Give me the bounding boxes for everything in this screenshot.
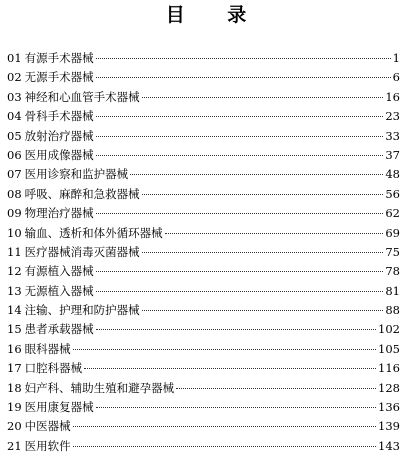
toc-entry-number: 01: [7, 51, 22, 65]
toc-entry-page: 139: [378, 419, 400, 434]
dot-leader: [130, 174, 383, 175]
toc-entry-number: 09: [7, 206, 22, 221]
toc-entry-label: 有源手术器械: [24, 51, 94, 65]
toc-entry-label: 医用康复器械: [24, 400, 94, 415]
toc-entry-number: 18: [7, 380, 22, 395]
dot-leader: [73, 446, 376, 447]
dot-leader: [96, 271, 384, 272]
toc-entry-number: 17: [7, 361, 22, 376]
dot-leader: [176, 388, 376, 389]
toc-entry-label: 呼吸、麻醉和急救器械: [24, 186, 140, 201]
toc-entry-page: 16: [385, 89, 400, 104]
dot-leader: [96, 329, 376, 330]
toc-entry: [7, 68, 400, 87]
toc-entry-page: 136: [378, 400, 400, 415]
toc-entry-number: 12: [7, 264, 22, 279]
toc-entry-label: 放射治疗器械: [24, 128, 94, 143]
toc-entry-page: 23: [385, 109, 400, 124]
dot-leader: [96, 136, 384, 137]
toc-entry-page: 69: [385, 225, 400, 240]
toc-entry-label: 医用诊察和监护器械: [24, 167, 129, 182]
toc-entry-number: 03: [7, 89, 22, 104]
toc-entry-label: 物理治疗器械: [24, 206, 94, 221]
dot-leader: [142, 310, 384, 311]
dot-leader: [165, 233, 384, 234]
dot-leader: [96, 407, 376, 408]
toc-entry-page: 37: [385, 147, 400, 162]
toc-entry: [7, 107, 400, 126]
toc-entry-number: 05: [7, 128, 22, 143]
dot-leader: [142, 97, 384, 98]
toc-entry-number: 06: [7, 147, 22, 162]
toc-entry: [7, 379, 400, 398]
toc-entry-label: 有源植入器械: [24, 264, 94, 279]
toc-entry-label: 医用成像器械: [24, 147, 94, 162]
toc-entry: [7, 320, 400, 339]
dot-leader: [73, 349, 376, 350]
toc-entry: [7, 359, 400, 378]
toc-entry-label: 输血、透析和体外循环器械: [24, 225, 163, 240]
toc-entry: [7, 146, 400, 165]
toc-entry-page: 116: [378, 361, 400, 376]
toc-entry-number: 02: [7, 70, 22, 85]
toc-entry: [7, 204, 400, 223]
toc-entry-number: 13: [7, 283, 22, 298]
toc-entry: [7, 262, 400, 281]
dot-leader: [96, 58, 391, 59]
toc-entry-label: 眼科器械: [24, 341, 71, 356]
toc-entry-label: 神经和心血管手术器械: [24, 89, 140, 104]
toc-entry-page: 48: [385, 167, 400, 182]
toc-entry-page: 62: [385, 206, 400, 221]
toc-entry-page: 88: [385, 303, 400, 318]
dot-leader: [96, 213, 384, 214]
toc-entry-label: 无源植入器械: [24, 283, 94, 298]
toc-entry-page: 78: [385, 264, 400, 279]
toc-entry-number: 19: [7, 400, 22, 415]
toc-entry-number: 16: [7, 341, 22, 356]
toc-entry: [7, 224, 400, 243]
toc-entry-number: 11: [7, 244, 22, 259]
toc-entry-page: 102: [378, 322, 400, 337]
toc-entry-page: 81: [385, 283, 400, 298]
toc-entry: [7, 88, 400, 107]
toc-entry-page: 143: [378, 438, 400, 453]
toc-entry-page: 75: [385, 244, 400, 259]
toc-entry-number: 14: [7, 303, 22, 318]
toc-entry-page: 56: [385, 186, 400, 201]
toc-entry-page: 6: [392, 70, 400, 85]
toc-entry: [7, 398, 400, 417]
toc-entry-label: 无源手术器械: [24, 70, 94, 85]
toc-entry-label: 骨科手术器械: [24, 109, 94, 124]
toc-entry: [7, 49, 400, 68]
toc-entry-label: 口腔科器械: [24, 361, 83, 376]
toc-entry: [7, 437, 400, 456]
toc-entry-page: 33: [385, 128, 400, 143]
toc-entry-number: 20: [7, 419, 22, 434]
toc-entry-label: 妇产科、辅助生殖和避孕器械: [24, 380, 175, 395]
toc-entry-number: 07: [7, 167, 22, 182]
toc-entry-label: 注输、护理和防护器械: [24, 303, 140, 318]
toc-entry-number: 08: [7, 186, 22, 201]
toc-entry: [7, 127, 400, 146]
dot-leader: [96, 116, 384, 117]
toc-entry: [7, 165, 400, 184]
toc-entry: [7, 340, 400, 359]
toc-entry-label: 医疗器械消毒灭菌器械: [24, 244, 140, 259]
dot-leader: [142, 194, 384, 195]
toc-entry-page: 128: [378, 380, 400, 395]
toc-entry-number: 10: [7, 225, 22, 240]
dot-leader: [96, 291, 384, 292]
toc-entry-number: 21: [7, 438, 22, 453]
toc-entry-page: 1: [392, 51, 400, 65]
toc-entry: [7, 417, 400, 436]
toc-list: [7, 49, 400, 456]
toc-entry-label: 患者承载器械: [24, 322, 94, 337]
toc-entry: [7, 185, 400, 204]
dot-leader: [73, 426, 376, 427]
toc-entry: [7, 282, 400, 301]
toc-entry-label: 中医器械: [24, 419, 71, 434]
dot-leader: [84, 368, 376, 369]
toc-entry-label: 医用软件: [24, 438, 71, 453]
toc-entry-number: 04: [7, 109, 22, 124]
toc-entry: [7, 301, 400, 320]
toc-title: 目 录: [165, 4, 265, 26]
dot-leader: [142, 252, 384, 253]
toc-entry-number: 15: [7, 322, 22, 337]
toc-entry-page: 105: [378, 341, 400, 356]
toc-entry: [7, 243, 400, 262]
dot-leader: [96, 155, 384, 156]
dot-leader: [96, 77, 391, 78]
